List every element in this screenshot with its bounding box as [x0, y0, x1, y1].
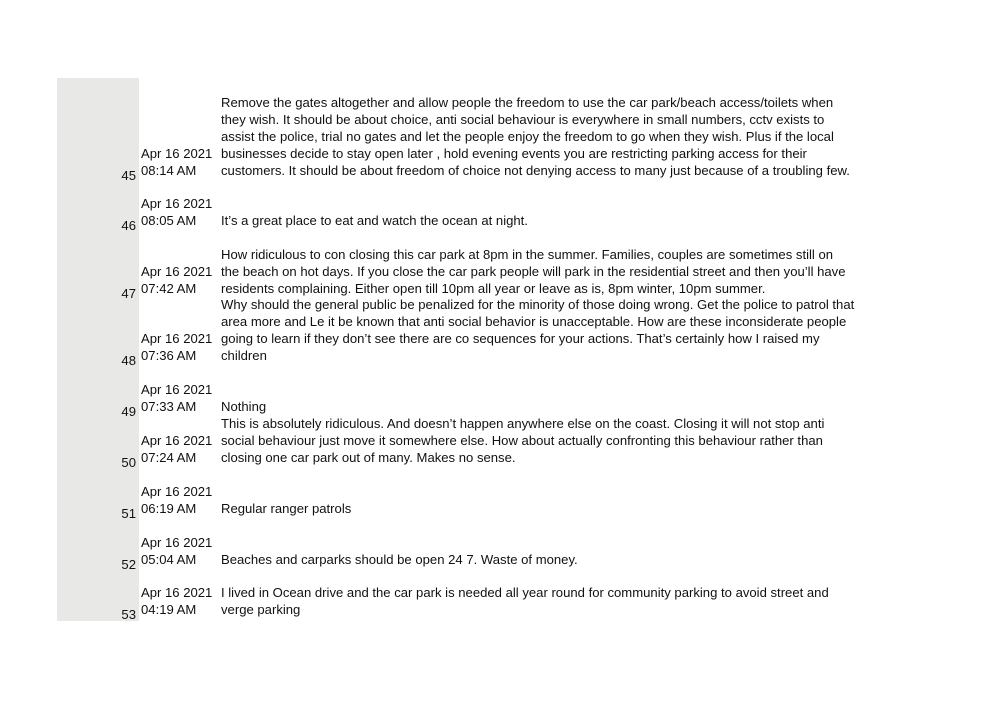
response-text [221, 246, 881, 297]
response-line: verge parking [221, 602, 301, 617]
response-date: Apr 16 2021 [141, 264, 213, 279]
response-datetime [141, 381, 223, 415]
response-date: Apr 16 2021 [141, 196, 213, 211]
table-row [57, 466, 877, 521]
row-number: 48 [121, 353, 136, 368]
response-time: 07:24 AM [141, 450, 197, 465]
response-line: social behaviour just move it somewhere else. How about actually confronting this behaviour rather than [221, 433, 823, 448]
response-datetime [141, 263, 223, 297]
response-time: 04:19 AM [141, 602, 197, 617]
response-datetime [141, 432, 223, 466]
row-number: 53 [121, 607, 136, 622]
response-text [221, 415, 881, 466]
response-time: 08:14 AM [141, 163, 197, 178]
response-line: Regular ranger patrols [221, 501, 352, 516]
response-text [221, 584, 881, 618]
row-number: 52 [121, 557, 136, 572]
row-number: 45 [121, 168, 136, 183]
response-text [221, 551, 881, 568]
response-date: Apr 16 2021 [141, 433, 213, 448]
response-line: customers. It should be about freedom of choice not denying access to many just because of a troubling few. [221, 163, 850, 178]
response-datetime [141, 330, 223, 364]
response-line: businesses decide to stay open later , hold evening events you are restricting parking access for their [221, 146, 807, 161]
table-row [57, 364, 877, 419]
response-time: 07:36 AM [141, 348, 197, 363]
response-line: Why should the general public be penalized for the minority of those doing wrong. Get the police to patrol that [221, 297, 855, 312]
table-row [57, 297, 877, 368]
response-date: Apr 16 2021 [141, 585, 213, 600]
table-row [57, 415, 877, 470]
response-date: Apr 16 2021 [141, 484, 213, 499]
table-row [57, 568, 877, 622]
response-time: 08:05 AM [141, 213, 197, 228]
response-text [221, 296, 881, 364]
response-line: the beach on hot days. If you close the car park people will park in the residential street and then you’ll have [221, 264, 846, 279]
response-time: 07:42 AM [141, 281, 197, 296]
row-number: 50 [121, 455, 136, 470]
response-line: residents complaining. Either open till 10pm all year or leave as is, 8pm winter, 10pm summer. [221, 281, 766, 296]
response-line: Beaches and carparks should be open 24 7. Waste of money. [221, 552, 578, 567]
response-text [221, 212, 881, 229]
response-time: 05:04 AM [141, 552, 197, 567]
response-line: closing one car park out of many. Makes no sense. [221, 450, 516, 465]
response-line: area more and Le it be known that anti social behavior is unacceptable. How are these inconsiderate people [221, 314, 847, 329]
response-line: It’s a great place to eat and watch the ocean at night. [221, 213, 528, 228]
response-date: Apr 16 2021 [141, 146, 213, 161]
response-date: Apr 16 2021 [141, 382, 213, 397]
table-row [57, 78, 877, 183]
row-number: 49 [121, 404, 136, 419]
response-line: I lived in Ocean drive and the car park is needed all year round for community parking to avoid street and [221, 585, 829, 600]
response-text [221, 94, 881, 179]
response-line: Remove the gates altogether and allow people the freedom to use the car park/beach access/toilets when [221, 95, 834, 110]
response-line: children [221, 348, 267, 363]
response-line: going to learn if they don’t see there are co sequences for your actions. That’s certainly how I raised my [221, 331, 820, 346]
row-number: 46 [121, 218, 136, 233]
response-line: How ridiculous to con closing this car park at 8pm in the summer. Families, couples are sometimes still on [221, 247, 834, 262]
response-line: Nothing [221, 399, 267, 414]
response-time: 07:33 AM [141, 399, 197, 414]
response-text [221, 500, 881, 517]
table-row [57, 179, 877, 233]
table-row [57, 229, 877, 301]
response-datetime [141, 534, 223, 568]
response-line: they wish. It should be about choice, anti social behaviour is everywhere in small numbers, cctv exists to [221, 112, 825, 127]
response-datetime [141, 195, 223, 229]
response-time: 06:19 AM [141, 501, 197, 516]
response-line: assist the police, trial no gates and let the people enjoy the freedom to go when they wish. Plus if the local [221, 129, 834, 144]
response-datetime [141, 584, 223, 618]
response-datetime [141, 145, 223, 179]
row-number: 47 [121, 286, 136, 301]
row-number: 51 [121, 506, 136, 521]
response-date: Apr 16 2021 [141, 535, 213, 550]
response-text [221, 398, 881, 415]
table-row [57, 517, 877, 572]
response-datetime [141, 483, 223, 517]
response-line: This is absolutely ridiculous. And doesn’t happen anywhere else on the coast. Closing it will not stop anti [221, 416, 825, 431]
response-date: Apr 16 2021 [141, 331, 213, 346]
